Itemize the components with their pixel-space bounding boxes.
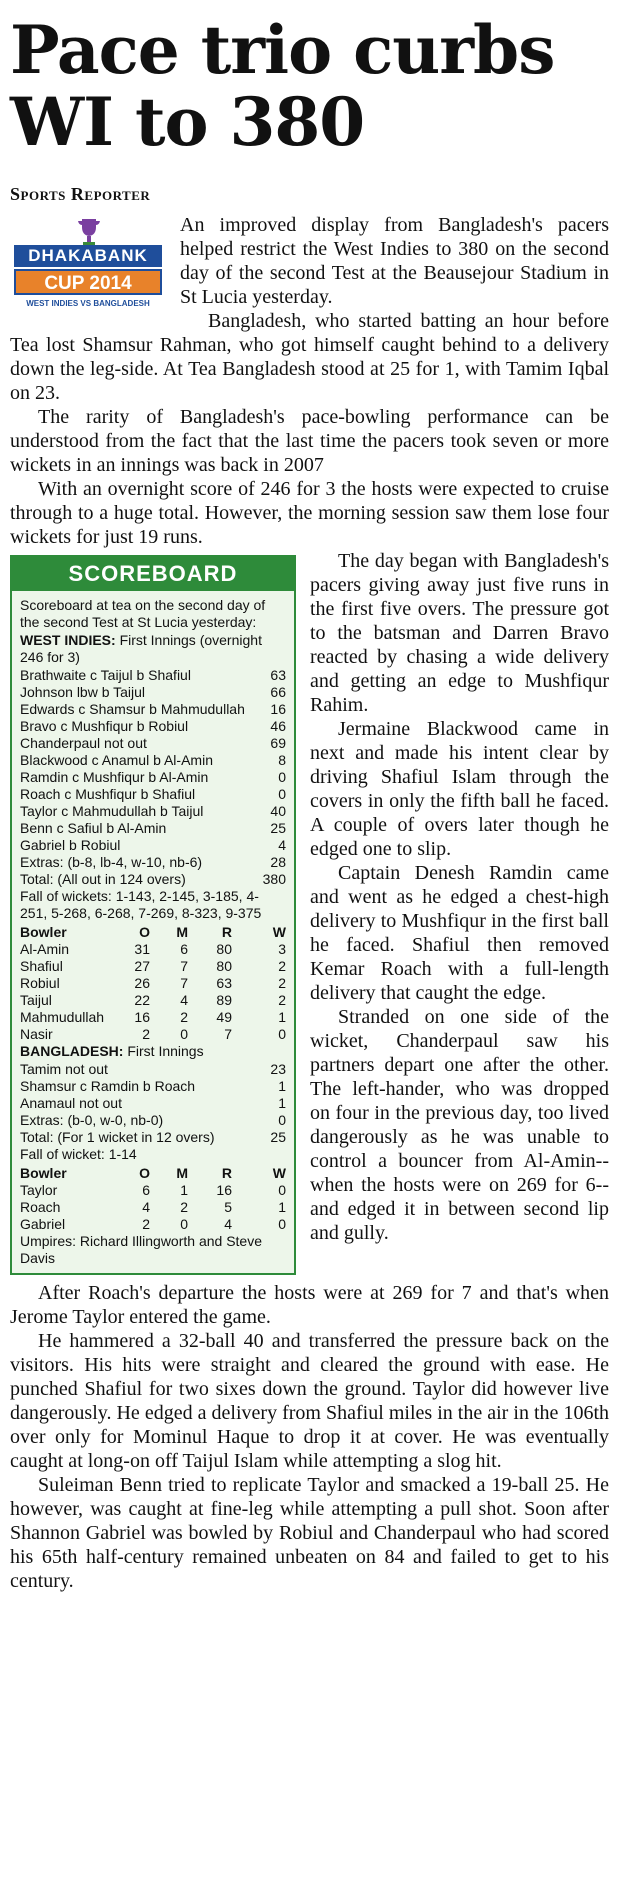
batting-row (20, 871, 286, 888)
bowling-cell: 7 (180, 975, 188, 991)
logo-brand: DHAKABANK (14, 245, 162, 267)
bowling-header-cell: R (221, 1165, 232, 1181)
bowling-cell: 2 (278, 992, 286, 1008)
bowling-header-cell: O (139, 1165, 150, 1181)
bowling-cell: 4 (180, 992, 188, 1008)
batsman-entry: Blackwood c Anamul b Al-Amin (20, 752, 213, 768)
bowling-cell: 2 (278, 975, 286, 991)
batsman-entry: Taylor c Mahmudullah b Taijul (20, 803, 204, 819)
bowling-header-cell: Bowler (20, 1165, 67, 1181)
bowling-cell: 3 (278, 941, 286, 957)
runs: 0 (278, 1112, 286, 1128)
paragraph: The rarity of Bangladesh's pace-bowling performance can be understood from the fact that the last time the pacers took seven or more wickets in an innings was back in 2007 (10, 406, 609, 476)
wi-fall-of-wickets: Fall of wickets: 1-143, 2-145, 3-185, 4-251, 5-268, 6-268, 7-269, 8-323, 9-375 (20, 888, 262, 921)
batting-row (20, 684, 286, 701)
bowling-cell: 2 (278, 958, 286, 974)
bowling-cell: 2 (180, 1009, 188, 1025)
bowling-row (20, 958, 286, 975)
bowling-header-cell: M (176, 924, 188, 940)
bowling-cell: 16 (216, 1182, 232, 1198)
bd-batting-card (20, 1061, 286, 1146)
bowling-cell: 31 (134, 941, 150, 957)
runs: 25 (270, 1129, 286, 1145)
batting-row (20, 803, 286, 820)
bowling-cell: 6 (142, 1182, 150, 1198)
byline: Sports Reporter (10, 184, 151, 204)
bowling-cell: Mahmudullah (20, 1009, 105, 1025)
bowling-header-cell: M (176, 1165, 188, 1181)
bowling-cell: 0 (278, 1182, 286, 1198)
runs: 25 (270, 820, 286, 836)
paragraph: After Roach's departure the hosts were at 269 for 7 and that's when Jerome Taylor entered the game. (10, 1282, 609, 1328)
bowling-cell: Taylor (20, 1182, 58, 1198)
wi-team-label: WEST INDIES: (20, 632, 116, 648)
batsman-entry: Roach c Mushfiqur b Shafiul (20, 786, 196, 802)
batting-row (20, 752, 286, 769)
batting-row (20, 667, 286, 684)
bd-team-label: BANGLADESH: (20, 1043, 124, 1059)
logo-subtitle: WEST INDIES VS BANGLADESH (26, 299, 150, 308)
bowling-cell: Shafiul (20, 958, 63, 974)
runs: 69 (270, 735, 286, 751)
bowling-row (20, 1216, 286, 1233)
runs: 1 (278, 1078, 286, 1094)
runs: 1 (278, 1095, 286, 1111)
wi-bowling-card (20, 1165, 286, 1233)
bowling-cell: 16 (134, 1009, 150, 1025)
batting-row (20, 837, 286, 854)
runs: 0 (278, 786, 286, 802)
dhaka-bank-cup-logo (10, 217, 168, 317)
logo-cup: CUP 2014 (14, 269, 162, 295)
bowling-cell: 63 (216, 975, 232, 991)
article-body (10, 1281, 609, 1593)
batsman-entry: Benn c Safiul b Al-Amin (20, 820, 167, 836)
runs: 8 (278, 752, 286, 768)
runs: 40 (270, 803, 286, 819)
batting-row (20, 718, 286, 735)
bowling-cell: Roach (20, 1199, 61, 1215)
bowling-cell: Robiul (20, 975, 60, 991)
paragraph: With an overnight score of 246 for 3 the hosts were expected to cruise through to a huge total. However, the morning session saw them lose four wickets for just 19 runs. (10, 478, 609, 548)
batting-row (20, 1078, 286, 1095)
bowling-cell: 2 (142, 1026, 150, 1042)
batting-row (20, 786, 286, 803)
scoreboard (10, 555, 296, 1275)
bowling-cell: 89 (216, 992, 232, 1008)
paragraph: He hammered a 32-ball 40 and transferred the pressure back on the visitors. His hits were straight and cleared the ground with ease. He punched Shafiul for two sixes down the ground. Taylor did however live dangerously. He edged a delivery from Shafiul miles in the air in the 106th over only for Mominul Haque to drop it at cover. He was eventually caught at long-on off Taijul Islam while attempting a slog hit. (10, 1330, 609, 1472)
bowling-cell: 4 (224, 1216, 232, 1232)
batting-row (20, 1061, 286, 1078)
runs: 380 (262, 871, 286, 887)
bowling-cell: Nasir (20, 1026, 53, 1042)
batsman-entry: Tamim not out (20, 1061, 108, 1077)
bowling-row (20, 1199, 286, 1216)
bowling-cell: 49 (216, 1009, 232, 1025)
bowling-header-row (20, 1165, 286, 1182)
batting-row (20, 1095, 286, 1112)
bowling-header-cell: R (221, 924, 232, 940)
bowling-cell: 80 (216, 958, 232, 974)
bowling-cell: 26 (134, 975, 150, 991)
batting-row (20, 1112, 286, 1129)
batsman-entry: Gabriel b Robiul (20, 837, 121, 853)
bowling-cell: Al-Amin (20, 941, 70, 957)
bd-innings-header (20, 1043, 286, 1060)
runs: 0 (278, 769, 286, 785)
bowling-header-cell: Bowler (20, 924, 67, 940)
paragraph: Captain Denesh Ramdin came and went as he edged a chest-high delivery to Mushfiqur in the first ball he faced. Shafiul then removed Kemar Roach with a full-length delivery that caught the edge. (310, 862, 609, 1004)
paragraph: An improved display from Bangladesh's pacers helped restrict the West Indies to 380 on the second day of the second Test at the Beausejour Stadium in St Lucia yesterday. (180, 214, 609, 308)
bowling-cell: 80 (216, 941, 232, 957)
bowling-cell: 0 (180, 1026, 188, 1042)
batting-row (20, 1129, 286, 1146)
bowling-cell: 1 (278, 1009, 286, 1025)
bowling-cell: 6 (180, 941, 188, 957)
runs: 4 (278, 837, 286, 853)
bowling-header-cell: W (272, 1165, 286, 1181)
bowling-row (20, 1182, 286, 1199)
bowling-cell: 7 (224, 1026, 232, 1042)
bowling-cell: Gabriel (20, 1216, 66, 1232)
batting-row (20, 820, 286, 837)
batsman-entry: Anamaul not out (20, 1095, 122, 1111)
bowling-cell: 5 (224, 1199, 232, 1215)
scoreboard-note: Scoreboard at tea on the second day of the second Test at St Lucia yesterday: (20, 597, 266, 630)
bd-innings-label: First Innings (127, 1043, 204, 1059)
bowling-cell: 0 (180, 1216, 188, 1232)
bowling-row (20, 941, 286, 958)
wi-innings-label: First Innings (overnight 246 for 3) (20, 632, 262, 665)
batsman-entry: Chanderpaul not out (20, 735, 147, 751)
runs: 28 (270, 854, 286, 870)
batsman-entry: Ramdin c Mushfiqur b Al-Amin (20, 769, 209, 785)
runs: 63 (270, 667, 286, 683)
batting-row (20, 701, 286, 718)
batsman-entry: Total: (All out in 124 overs) (20, 871, 186, 887)
bd-bowling-card (20, 924, 286, 1043)
paragraph: The day began with Bangladesh's pacers giving away just five runs in the first five overs. The pressure got to the batsman and Darren Bravo reacted by chasing a wide delivery and getting an edge to Mushfiqur Rahim. (310, 550, 609, 716)
batsman-entry: Johnson lbw b Taijul (20, 684, 146, 700)
bowling-cell: 2 (180, 1199, 188, 1215)
scoreboard-title: SCOREBOARD (12, 557, 294, 591)
paragraph: Stranded on one side of the wicket, Chanderpaul saw his partners depart one after the other. The left-hander, who was dropped on four in the previous day, too lived dangerously as he was unable to control a bouncer from Al-Amin--when the hosts were on 269 for 6-- and edged it in between second lip and gully. (310, 1006, 609, 1244)
bowling-cell: 27 (134, 958, 150, 974)
bowling-cell: Taijul (20, 992, 52, 1008)
bowling-row (20, 1026, 286, 1043)
wi-innings-header (20, 632, 286, 666)
bowling-header-cell: W (272, 924, 286, 940)
trophy-icon (76, 217, 102, 247)
runs: 23 (270, 1061, 286, 1077)
bowling-row (20, 992, 286, 1009)
runs: 66 (270, 684, 286, 700)
batting-row (20, 769, 286, 786)
bowling-cell: 4 (142, 1199, 150, 1215)
paragraph: Suleiman Benn tried to replicate Taylor and smacked a 19-ball 25. He however, was caught at fine-leg while attempting a pull shot. Soon after Shannon Gabriel was bowled by Robiul and Chanderpaul who had scored his 65th half-century remained unbeaten on 84 and failed to get to his century. (10, 1474, 609, 1592)
batting-row (20, 735, 286, 752)
bd-fall-of-wickets: Fall of wicket: 1-14 (20, 1146, 137, 1162)
bowling-cell: 22 (134, 992, 150, 1008)
paragraph: Bangladesh, who started batting an hour before Tea lost Shamsur Rahman, who got himself caught behind to a delivery down the leg-side. At Tea Bangladesh stood at 25 for 1, with Tamim Iqbal on 23. (10, 310, 609, 404)
batsman-entry: Bravo c Mushfiqur b Robiul (20, 718, 189, 734)
headline: Pace trio curbs WI to 380 (10, 11, 555, 161)
bowling-row (20, 975, 286, 992)
batsman-entry: Shamsur c Ramdin b Roach (20, 1078, 196, 1094)
bowling-header-row (20, 924, 286, 941)
bowling-cell: 1 (180, 1182, 188, 1198)
wi-batting-card (20, 667, 286, 888)
bowling-cell: 7 (180, 958, 188, 974)
bowling-cell: 0 (278, 1026, 286, 1042)
batsman-entry: Brathwaite c Taijul b Shafiul (20, 667, 191, 683)
batsman-entry: Extras: (b-8, lb-4, w-10, nb-6) (20, 854, 203, 870)
bowling-row (20, 1009, 286, 1026)
runs: 16 (270, 701, 286, 717)
bowling-header-cell: O (139, 924, 150, 940)
batsman-entry: Extras: (b-0, w-0, nb-0) (20, 1112, 164, 1128)
bowling-cell: 0 (278, 1216, 286, 1232)
paragraph: Jermaine Blackwood came in next and made his intent clear by driving Shafiul Islam through the covers in only the fifth ball he faced. A couple of overs later though he edged one to slip. (310, 718, 609, 860)
batting-row (20, 854, 286, 871)
umpires: Umpires: Richard Illingworth and Steve Davis (20, 1233, 262, 1266)
batsman-entry: Edwards c Shamsur b Mahmudullah (20, 701, 245, 717)
bowling-cell: 2 (142, 1216, 150, 1232)
bowling-cell: 1 (278, 1199, 286, 1215)
runs: 46 (270, 718, 286, 734)
batsman-entry: Total: (For 1 wicket in 12 overs) (20, 1129, 215, 1145)
